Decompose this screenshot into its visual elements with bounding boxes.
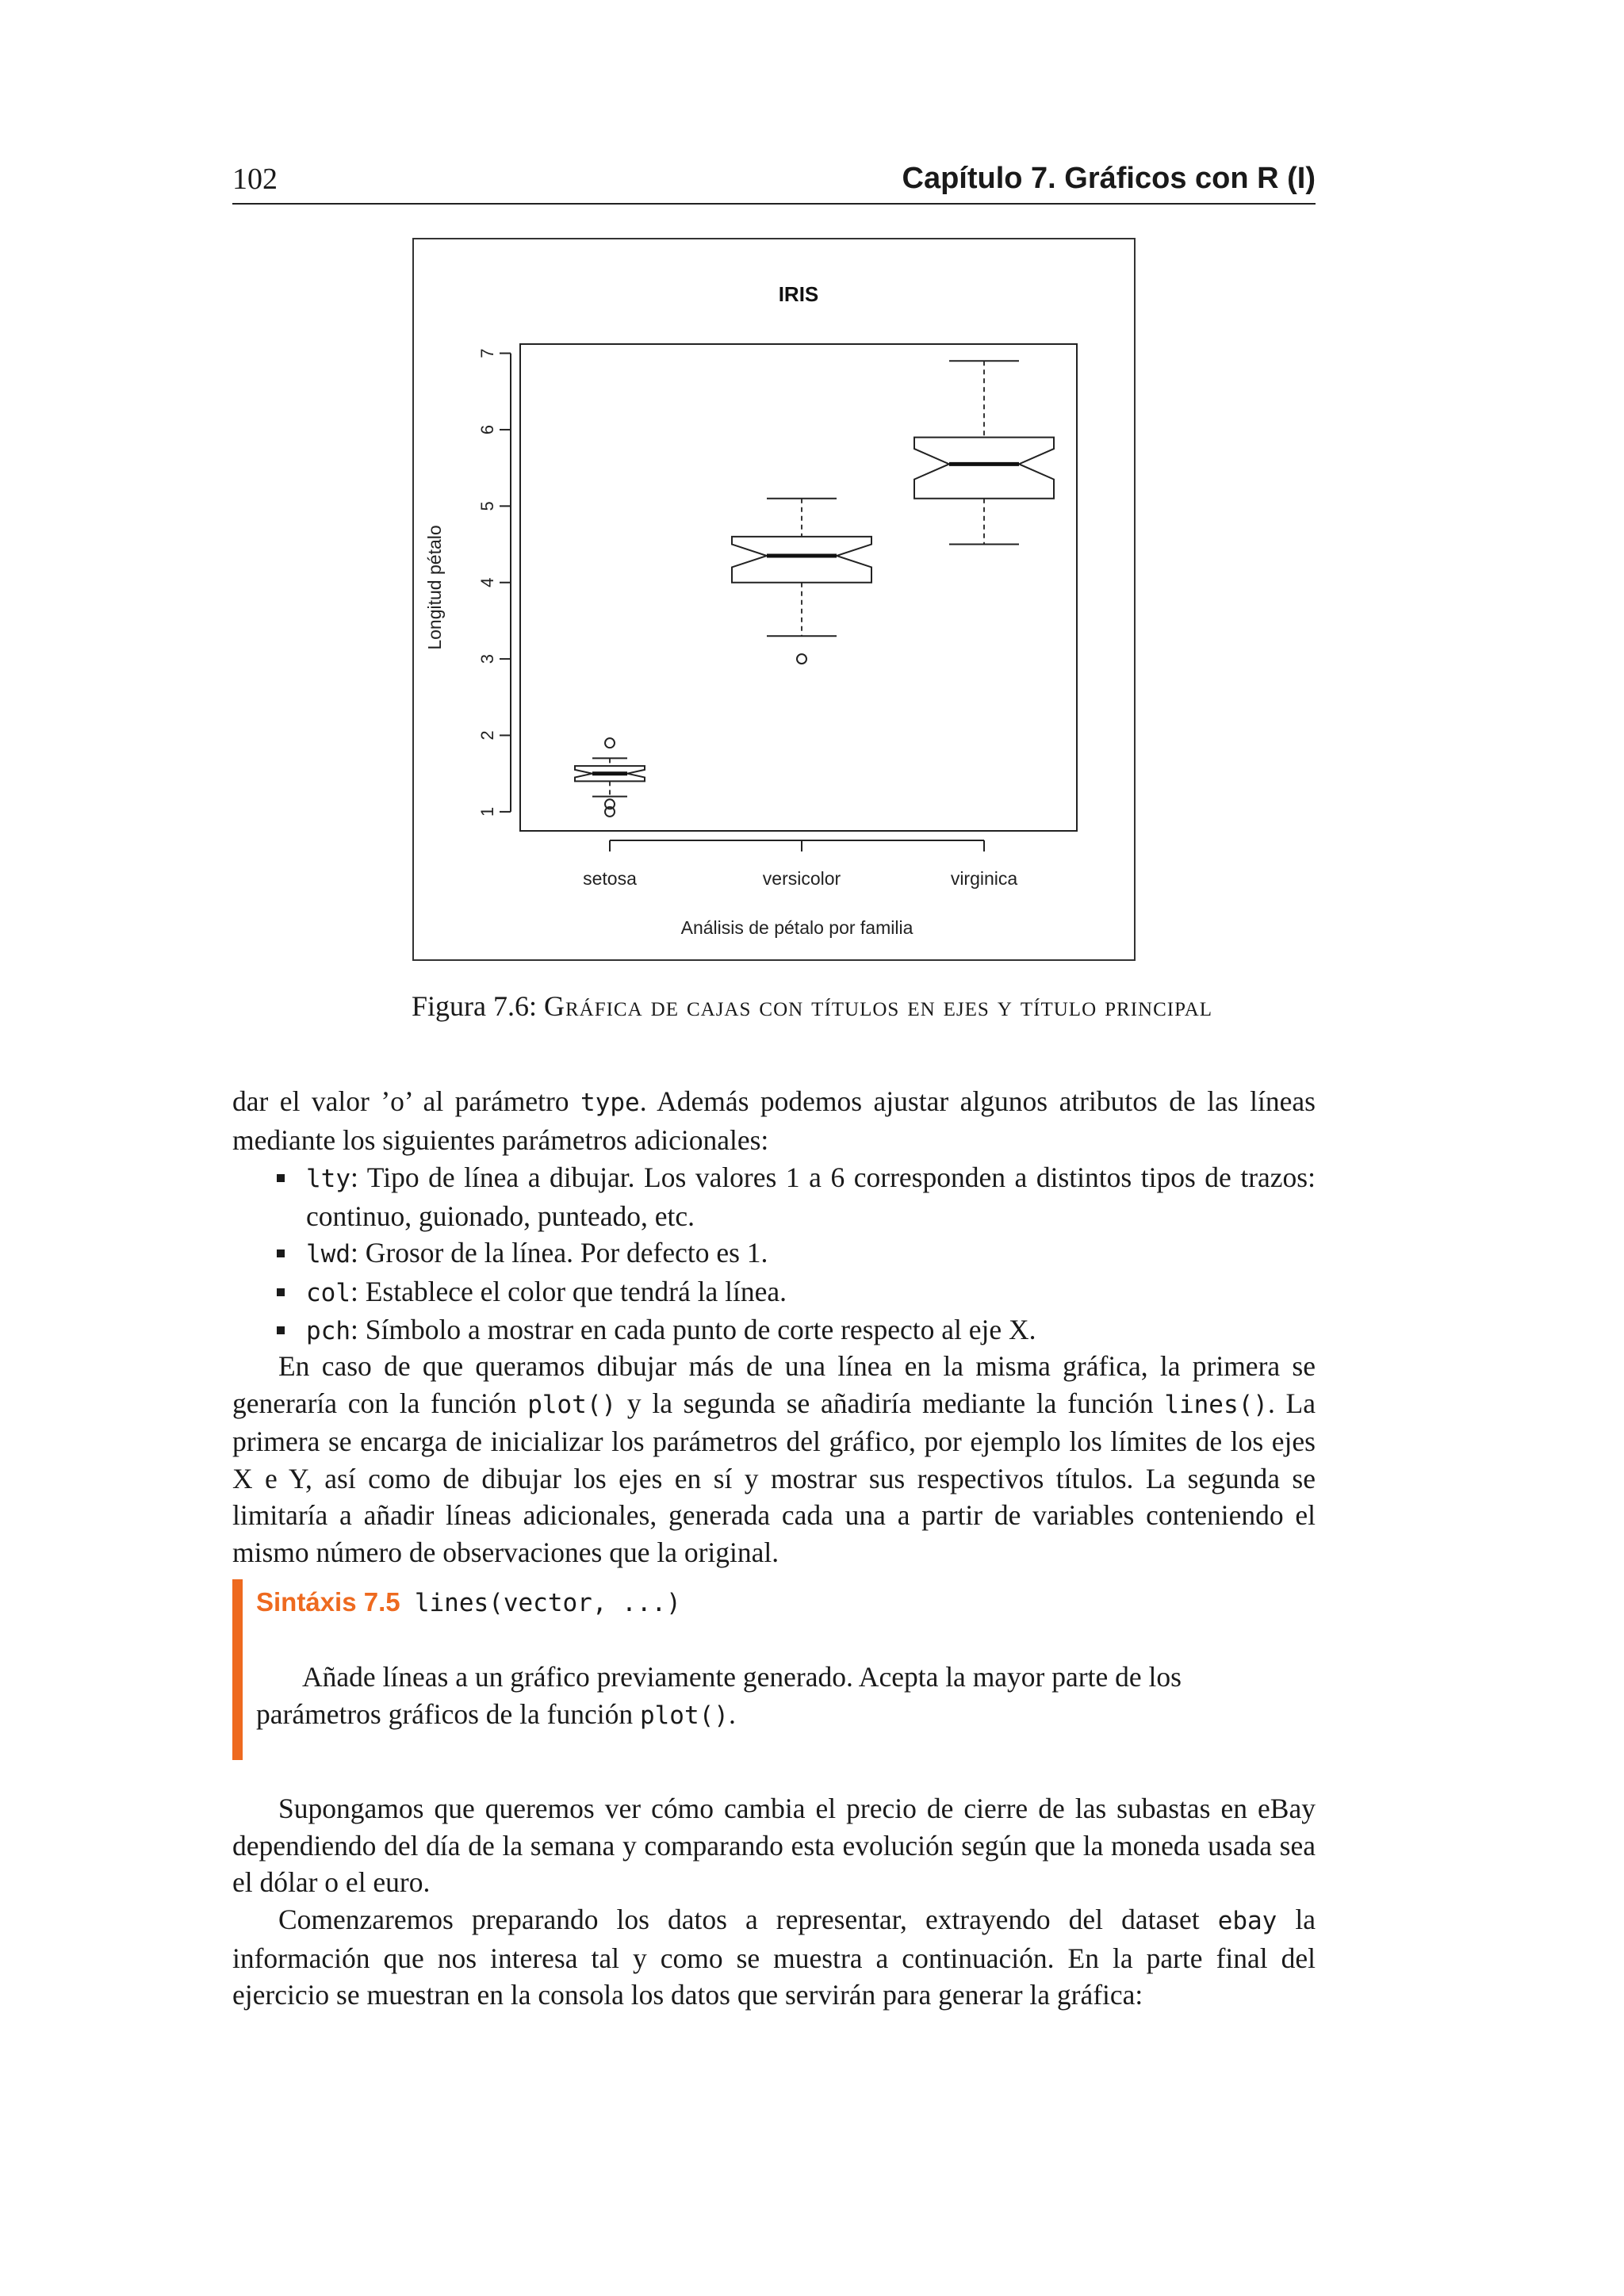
list-item-text: : Grosor de la línea. Por defecto es 1. xyxy=(350,1237,768,1269)
figure-frame xyxy=(413,239,1135,960)
chapter-title: Capítulo 7. Gráficos con R (I) xyxy=(902,162,1316,195)
paragraph-dataset xyxy=(232,1901,1316,2014)
x-axis-label: Análisis de pétalo por familia xyxy=(680,917,914,938)
y-tick-label: 1 xyxy=(477,806,497,817)
x-tick-label: setosa xyxy=(583,868,637,889)
inline-code: lwd xyxy=(306,1240,350,1269)
inline-code: pch xyxy=(306,1317,350,1345)
y-axis-label: Longitud pétalo xyxy=(424,525,446,650)
syntax-heading xyxy=(256,1587,681,1618)
parameter-list xyxy=(232,1159,1316,1350)
page-number: 102 xyxy=(232,163,278,196)
syntax-box xyxy=(232,1579,1316,1760)
y-tick-label: 6 xyxy=(477,424,497,435)
text-run: y la segunda se añadiría mediante la función xyxy=(616,1387,1165,1419)
figure-caption xyxy=(0,989,1624,1023)
text-run: . Además podemos ajustar algunos atributos de las líneas mediante los siguientes parámetros adicionales: xyxy=(232,1085,1316,1156)
text-run: . La primera se encarga de inicializar los parámetros del gráfico, por ejemplo los límites de los ejes X e Y, así como de dibujar los ejes en sí y mostrar sus respectivos títulos. La segunda se limitaría a añadir líneas adicionales, generada cada una a partir de variables conteniendo el mismo número de observaciones que la original. xyxy=(232,1387,1316,1568)
y-tick-label: 3 xyxy=(477,653,497,664)
text-run: . xyxy=(728,1697,736,1730)
syntax-accent-bar xyxy=(232,1579,243,1760)
list-item-text: : Tipo de línea a dibujar. Los valores 1 a 6 corresponden a distintos tipos de trazos: continuo, guionado, punteado, etc. xyxy=(306,1161,1316,1232)
page-header xyxy=(232,155,1316,205)
syntax-signature: lines(vector, ...) xyxy=(414,1589,681,1617)
caption-text: Gráfica de cajas con títulos en ejes y título principal xyxy=(543,990,1213,1022)
chart-title: IRIS xyxy=(778,282,819,306)
text-run: En caso de que queramos dibujar más de una línea en la misma gráfica, la primera se generaría con la función xyxy=(232,1350,1316,1419)
x-tick-label: versicolor xyxy=(762,868,841,889)
inline-code: type xyxy=(580,1089,640,1117)
y-tick-label: 5 xyxy=(477,501,497,511)
y-tick-label: 7 xyxy=(477,348,497,358)
boxplot-figure xyxy=(412,238,1136,961)
text-run: dar el valor ’o’ al parámetro xyxy=(232,1085,581,1117)
text-run: Añade líneas a un gráfico previamente generado. Acepta la mayor parte de los parámetros gráficos de la función xyxy=(256,1661,1182,1730)
inline-code: col xyxy=(306,1278,350,1307)
x-tick-label: virginica xyxy=(950,868,1018,889)
syntax-label: Sintáxis 7.5 xyxy=(256,1587,400,1617)
list-item-text: : Establece el color que tendrá la línea. xyxy=(350,1275,787,1307)
syntax-description xyxy=(256,1659,1303,1734)
list-item-text: : Símbolo a mostrar en cada punto de corte respecto al eje X. xyxy=(350,1314,1036,1345)
paragraph-lines xyxy=(232,1348,1316,1571)
y-tick-label: 2 xyxy=(477,730,497,740)
inline-code: lty xyxy=(306,1165,350,1193)
y-tick-label: 4 xyxy=(477,577,497,587)
inline-code: plot() xyxy=(639,1701,729,1730)
list-item xyxy=(232,1159,1316,1234)
text-run: la información que nos interesa tal y como se muestra a continuación. En la parte final del ejercicio se muestran en la consola los datos que servirán para generar la gráfica: xyxy=(232,1904,1316,2011)
list-item xyxy=(232,1273,1316,1312)
inline-code: plot() xyxy=(527,1390,617,1419)
paragraph-ebay: Supongamos que queremos ver cómo cambia el precio de cierre de las subastas en eBay dependiendo del día de la semana y comparando esta evolución según que la moneda usada sea el dólar o el euro. xyxy=(232,1793,1316,1898)
inline-code: lines() xyxy=(1164,1390,1268,1419)
inline-code: ebay xyxy=(1217,1907,1277,1935)
caption-prefix: Figura 7.6: xyxy=(411,990,537,1022)
list-item xyxy=(232,1311,1316,1350)
text-run: Comenzaremos preparando los datos a representar, extrayendo del dataset xyxy=(278,1904,1218,1935)
notched-box xyxy=(732,537,871,583)
list-item xyxy=(232,1234,1316,1273)
paragraph-intro xyxy=(232,1083,1316,1158)
